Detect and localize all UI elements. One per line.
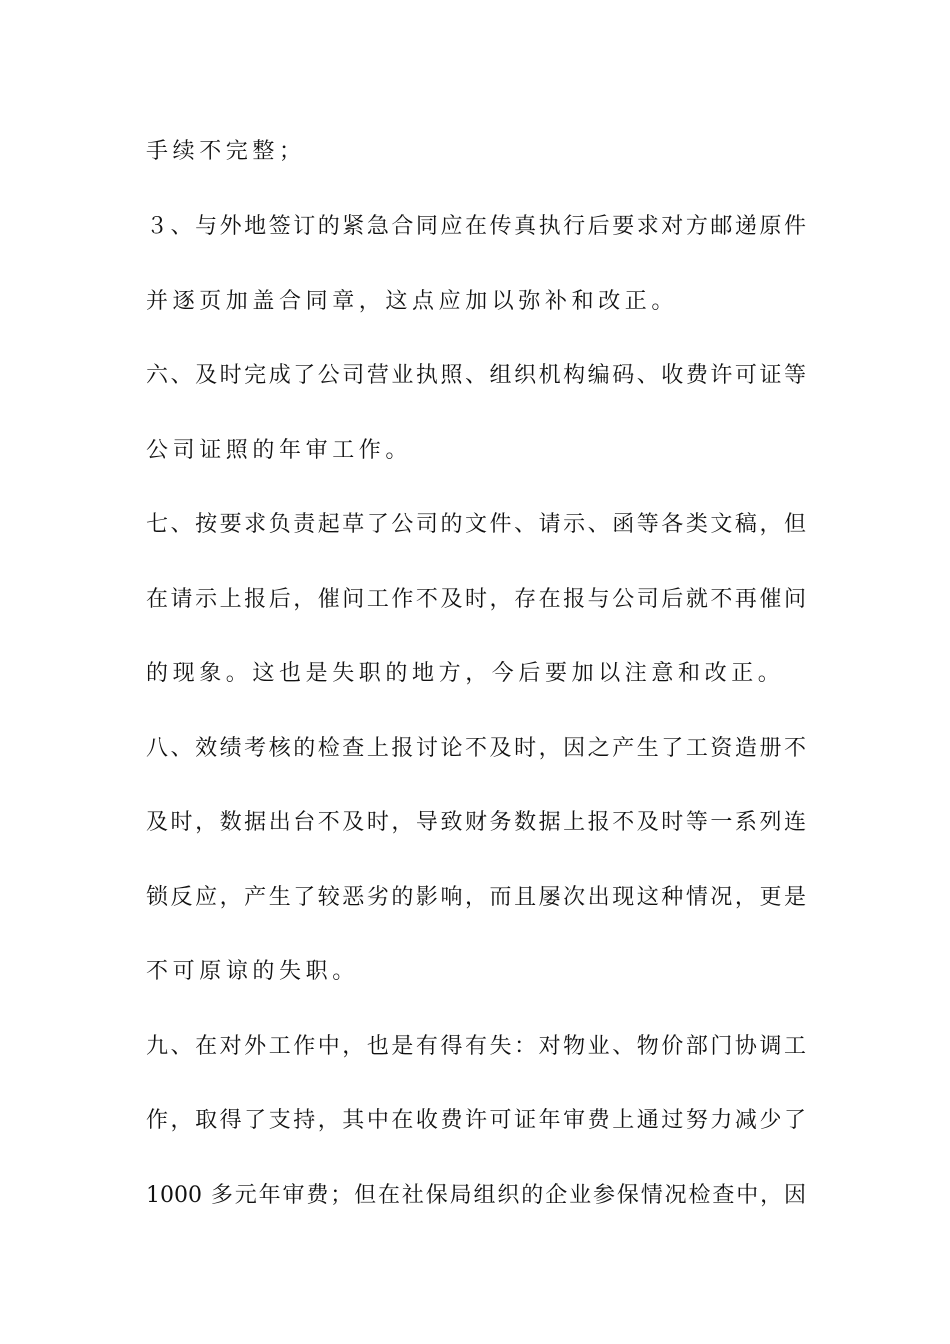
paragraph-line: 的现象。这也是失职的地方，今后要加以注意和改正。 [146,661,785,686]
paragraph-line: 手续不完整； [146,139,306,164]
paragraph-line: 在请示上报后，催问工作不及时，存在报与公司后就不再催问 [146,587,806,612]
paragraph-line: 公司证照的年审工作。 [146,438,413,463]
paragraph-line: 并逐页加盖合同章，这点应加以弥补和改正。 [146,289,679,314]
paragraph-line: 1000 多元年审费；但在社保局组织的企业参保情况检查中，因 [146,1183,806,1208]
paragraph-line: 及时，数据出台不及时，导致财务数据上报不及时等一系列连 [146,810,806,835]
paragraph-line: 六、及时完成了公司营业执照、组织机构编码、收费许可证等 [146,363,806,388]
paragraph-line: 九、在对外工作中，也是有得有失：对物业、物价部门协调工 [146,1034,806,1059]
paragraph-line: 作，取得了支持，其中在收费许可证年审费上通过努力减少了 [146,1108,806,1133]
paragraph-line: 锁反应，产生了较恶劣的影响，而且屡次出现这种情况，更是 [146,885,806,910]
paragraph-line: 八、效绩考核的检查上报讨论不及时，因之产生了工资造册不 [146,736,806,761]
paragraph-line: 不可原谅的失职。 [146,959,359,984]
paragraph-line: 七、按要求负责起草了公司的文件、请示、函等各类文稿，但 [146,512,806,537]
paragraph-line: ３、与外地签订的紧急合同应在传真执行后要求对方邮递原件 [146,214,806,239]
